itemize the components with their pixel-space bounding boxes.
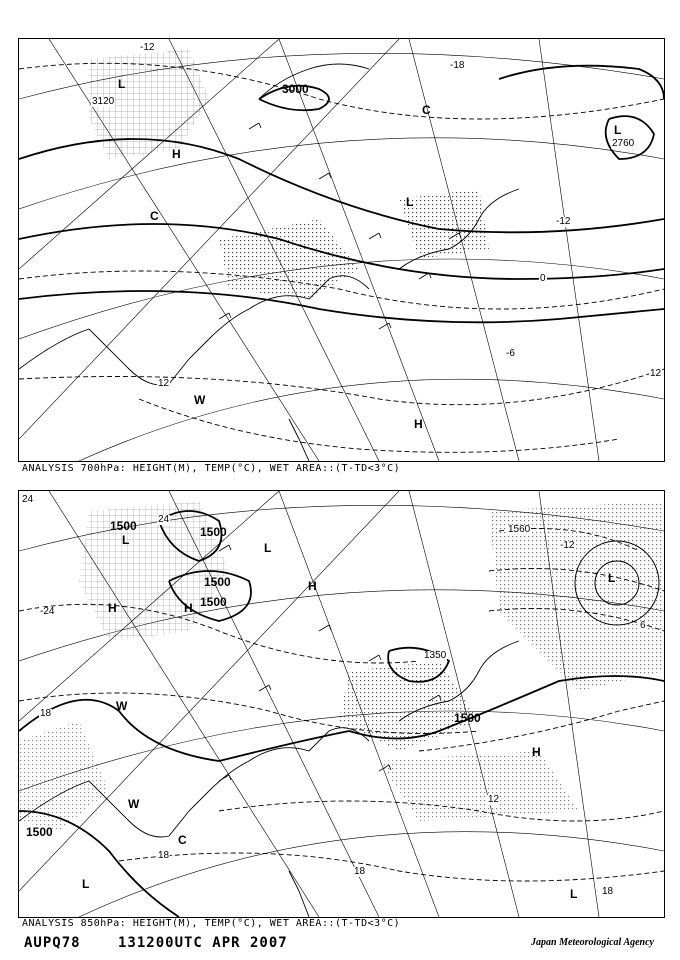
cold-center: C: [178, 833, 187, 847]
height-label: 2760: [612, 138, 635, 149]
high-center: H: [184, 601, 193, 615]
temp-label: -12: [140, 42, 155, 53]
temp-label: 18: [354, 866, 366, 877]
warm-center: W: [194, 393, 206, 407]
height-label: 1560: [508, 524, 531, 535]
high-center: H: [532, 745, 541, 759]
temp-label: 18: [602, 886, 614, 897]
low-center: L: [118, 77, 126, 91]
valid-time: 131200UTC APR 2007: [118, 935, 288, 951]
low-center: L: [406, 195, 414, 209]
temp-label: 24: [22, 494, 34, 505]
temp-label: 18: [40, 708, 52, 719]
temp-label: -12: [556, 216, 571, 227]
map-850hpa: [18, 490, 665, 918]
height-label: 1500: [110, 519, 137, 533]
caption-850hpa: ANALYSIS 850hPa: HEIGHT(M), TEMP(°C), WET AREA::(T-TD<3°C): [22, 918, 401, 929]
high-center: H: [108, 601, 117, 615]
low-center: L: [82, 877, 90, 891]
temp-label: 0: [540, 273, 546, 284]
temp-label: -18: [450, 60, 465, 71]
height-label: 3000: [282, 82, 309, 96]
temp-label: 12: [650, 368, 662, 379]
warm-center: W: [128, 797, 140, 811]
temp-label: 12: [158, 378, 170, 389]
temp-label: 18: [158, 850, 170, 861]
map-700hpa-graphic: [19, 39, 664, 461]
high-center: H: [172, 147, 181, 161]
agency-name: Japan Meteorological Agency: [531, 937, 654, 948]
height-label: 1350: [424, 650, 447, 661]
cold-center: C: [422, 103, 431, 117]
temp-label: 6: [640, 620, 646, 631]
map-700hpa: [18, 38, 665, 462]
cold-center: C: [150, 209, 159, 223]
low-center: L: [122, 533, 130, 547]
low-center: L: [608, 571, 616, 585]
height-label: 3120: [92, 96, 115, 107]
height-label: 1500: [204, 575, 231, 589]
high-center: H: [414, 417, 423, 431]
caption-700hpa: ANALYSIS 700hPa: HEIGHT(M), TEMP(°C), WET AREA::(T-TD<3°C): [22, 463, 401, 474]
height-label: 1500: [200, 525, 227, 539]
temp-label: -24: [40, 606, 55, 617]
temp-label: 12: [488, 794, 500, 805]
temp-label: -12: [560, 540, 575, 551]
low-center: L: [264, 541, 272, 555]
low-center: L: [570, 887, 578, 901]
height-label: 1500: [26, 825, 53, 839]
wet-area: [19, 721, 109, 831]
low-center: L: [614, 123, 622, 137]
temp-label: -6: [506, 348, 515, 359]
chart-code: AUPQ78: [24, 935, 81, 951]
height-label: 1500: [454, 711, 481, 725]
warm-center: W: [116, 699, 128, 713]
height-label: 1500: [200, 595, 227, 609]
temp-label: 24: [158, 514, 170, 525]
high-center: H: [308, 579, 317, 593]
